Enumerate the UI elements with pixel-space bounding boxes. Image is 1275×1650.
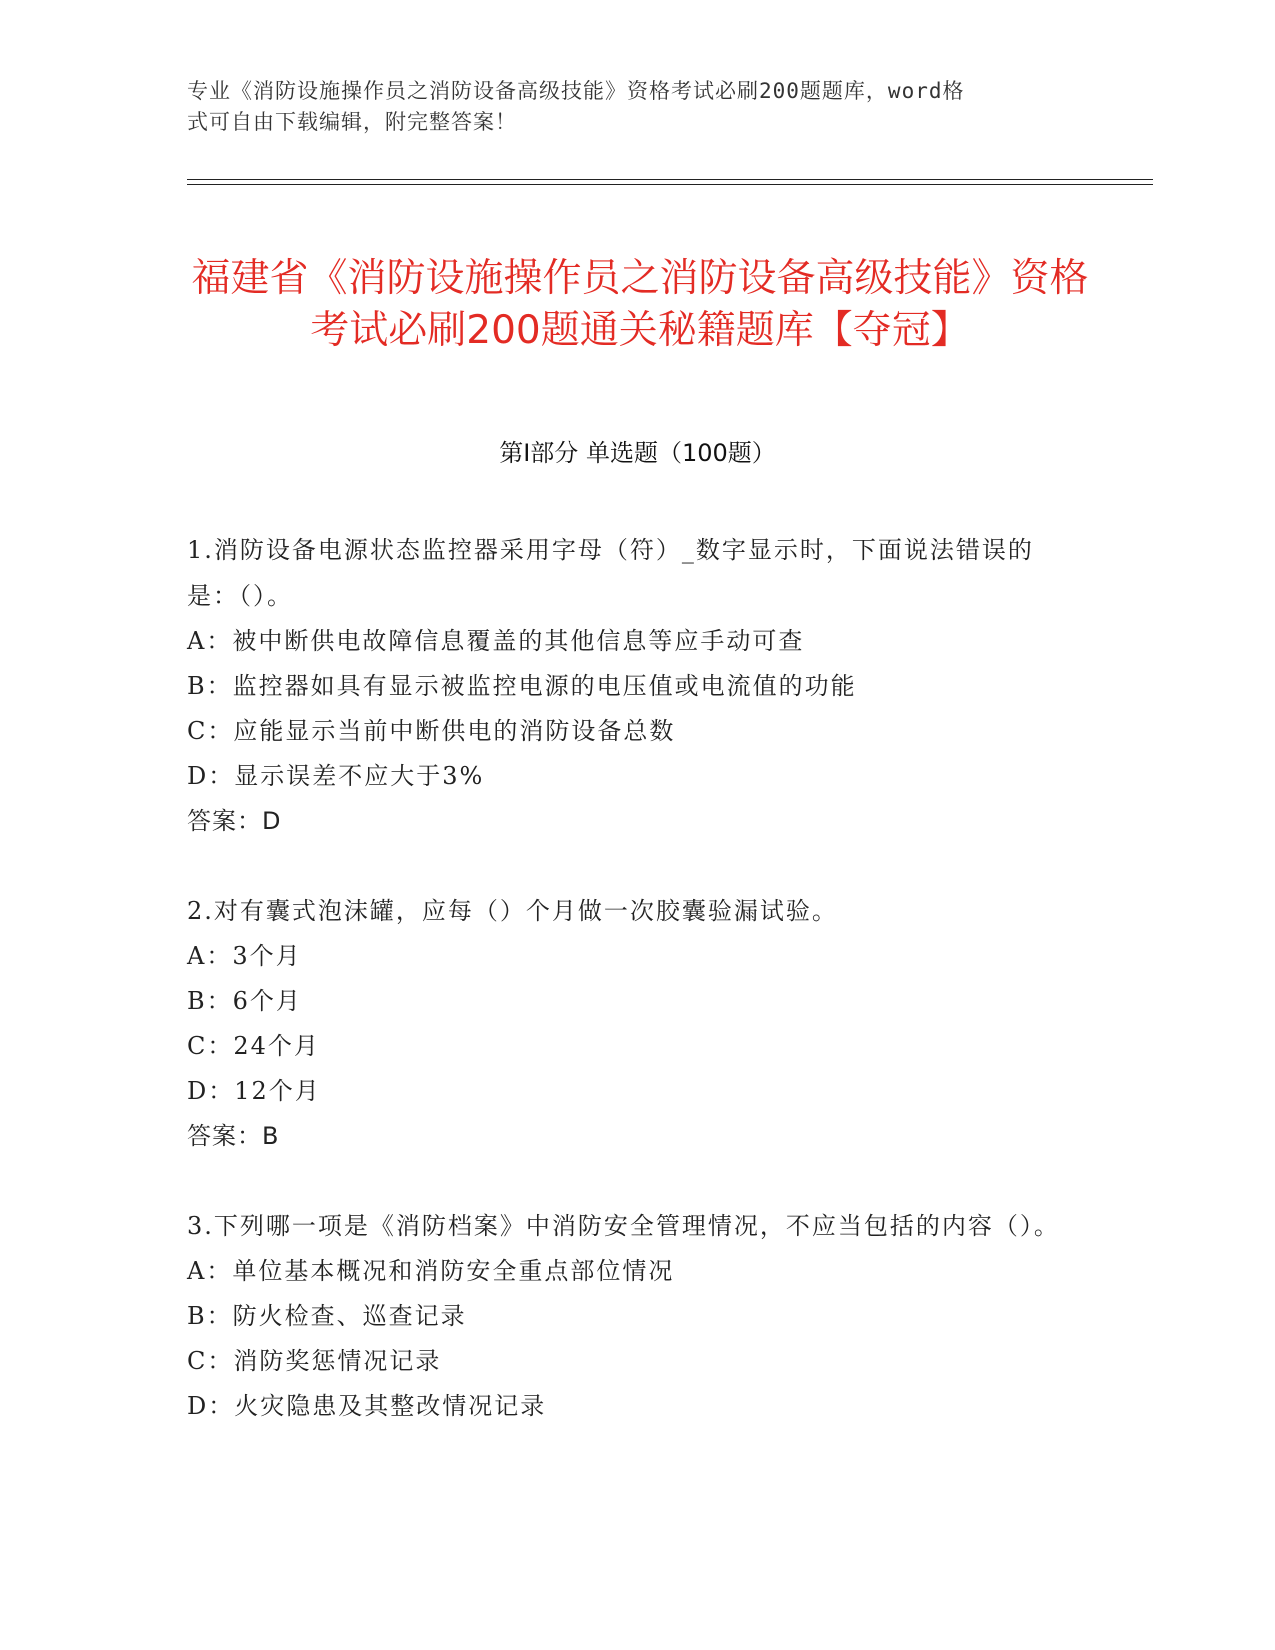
question-stem: 2.对有囊式泡沫罐，应每（）个月做一次胶囊验漏试验。: [187, 897, 838, 925]
option-a: A：被中断供电故障信息覆盖的其他信息等应手动可查: [187, 627, 805, 655]
question-stem: 3.下列哪一项是《消防档案》中消防安全管理情况，不应当包括的内容（）。: [187, 1212, 1060, 1240]
option-d: D：12个月: [187, 1077, 321, 1105]
option-c: C：应能显示当前中断供电的消防设备总数: [187, 717, 676, 745]
option-a: A：3个月: [187, 942, 302, 970]
option-d: D：显示误差不应大于3%: [187, 762, 485, 790]
option-a: A：单位基本概况和消防安全重点部位情况: [187, 1257, 675, 1285]
option-c: C：消防奖惩情况记录: [187, 1347, 442, 1375]
document-title: 福建省《消防设施操作员之消防设备高级技能》资格考试必刷200题通关秘籍题库【夺冠】: [191, 256, 1089, 354]
question-1: [187, 527, 1067, 844]
section-title: 第Ⅰ部分 单选题（100题）: [499, 439, 776, 467]
option-b: B：6个月: [187, 987, 302, 1015]
answer: 答案：D: [187, 807, 282, 835]
header-note: 专业《消防设施操作员之消防设备高级技能》资格考试必刷200题题库，word格 式可自由下载编辑，附完整答案！: [187, 79, 965, 134]
option-b: B：监控器如具有显示被监控电源的电压值或电流值的功能: [187, 672, 857, 700]
answer: 答案：B: [187, 1122, 280, 1150]
question-stem: 1.消防设备电源状态监控器采用字母（符）_数字显示时，下面说法错误的是：（）。: [187, 536, 1034, 610]
question-3: [187, 1203, 1067, 1429]
question-2: [187, 888, 1067, 1159]
header-divider-top: [187, 179, 1153, 180]
question-list: [187, 527, 1067, 1473]
option-c: C：24个月: [187, 1032, 320, 1060]
option-b: B：防火检查、巡查记录: [187, 1302, 467, 1330]
header-divider-bottom: [187, 184, 1153, 185]
option-d: D：火灾隐患及其整改情况记录: [187, 1392, 547, 1420]
